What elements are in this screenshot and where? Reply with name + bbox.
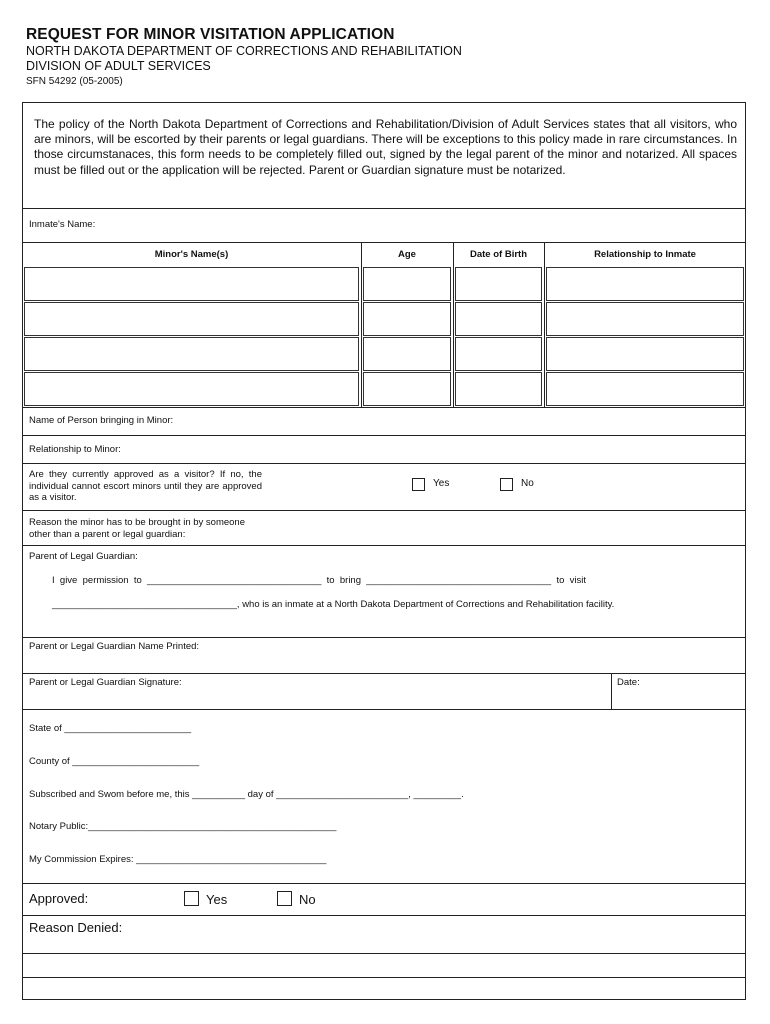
minor-age-field[interactable] [363, 337, 451, 371]
notary-subscribed-field[interactable]: Subscribed and Swom before me, this __________ day of _________________________, _________. [29, 789, 464, 800]
divider [22, 407, 746, 408]
minor-age-field[interactable] [363, 372, 451, 406]
col-header-relationship: Relationship to Inmate [594, 249, 696, 260]
divider [22, 915, 746, 916]
minor-dob-field[interactable] [455, 267, 542, 301]
column-divider [611, 673, 612, 709]
commission-expires-field[interactable]: My Commission Expires: ____________________________________ [29, 854, 327, 865]
policy-text: The policy of the North Dakota Department of Corrections and Rehabilitation/Division of Adult Services states that all visitors, who are minors, will be escorted by their parents or legal guardians. There will be exceptions to this policy made in rare circumstances. In those circumstanaces, this form needs to be completely filled out, signed by the legal parent of the minor and notarized. All spaces must be filled out or the application will be rejected. Parent or Guardian signature must be notarized. [34, 117, 737, 177]
column-divider [361, 242, 362, 407]
guardian-section-label: Parent of Legal Guardian: [29, 551, 138, 562]
approved-yes-label: Yes [433, 478, 450, 489]
minor-dob-field[interactable] [455, 302, 542, 336]
permission-line[interactable]: I give permission to _________________________________ to bring ___________________________________ to visit [52, 575, 587, 586]
col-header-date-of-birth: Date of Birth [470, 249, 527, 260]
column-divider [544, 242, 545, 407]
minor-name-field[interactable] [24, 372, 359, 406]
minor-age-field[interactable] [363, 302, 451, 336]
divider [22, 709, 746, 710]
divider [22, 463, 746, 464]
division-name: DIVISION OF ADULT SERVICES [26, 59, 211, 73]
form-number: SFN 54292 (05-2005) [26, 76, 123, 87]
reason-denied-label: Reason Denied: [29, 920, 123, 935]
notary-state-field[interactable]: State of ________________________ [29, 723, 192, 734]
minor-relationship-field[interactable] [546, 267, 744, 301]
minor-relationship-field[interactable] [546, 372, 744, 406]
divider [22, 208, 746, 209]
divider [22, 510, 746, 511]
person-bringing-label: Name of Person bringing in Minor: [29, 415, 174, 426]
divider [22, 883, 746, 884]
notary-public-field[interactable]: Notary Public:_______________________________________________ [29, 821, 337, 832]
minor-relationship-field[interactable] [546, 337, 744, 371]
guardian-signature-label: Parent or Legal Guardian Signature: [29, 677, 182, 688]
approved-no-label: No [521, 478, 534, 489]
column-divider [453, 242, 454, 407]
department-name: NORTH DAKOTA DEPARTMENT OF CORRECTIONS AND REHABILITATION [26, 44, 462, 58]
relationship-to-minor-label: Relationship to Minor: [29, 444, 121, 455]
divider [22, 435, 746, 436]
office-no-label: No [299, 892, 316, 907]
divider [22, 545, 746, 546]
office-no-checkbox[interactable] [277, 891, 292, 906]
divider [22, 242, 746, 243]
date-label: Date: [617, 677, 640, 688]
office-yes-label: Yes [206, 892, 228, 907]
office-approved-label: Approved: [29, 891, 89, 906]
approved-no-checkbox[interactable] [500, 478, 513, 491]
reason-denied-line[interactable] [22, 953, 746, 954]
minor-name-field[interactable] [24, 337, 359, 371]
approved-yes-checkbox[interactable] [412, 478, 425, 491]
reason-denied-line[interactable] [22, 977, 746, 978]
divider [22, 673, 746, 674]
inmate-name-label: Inmate's Name: [29, 219, 96, 230]
guardian-name-label: Parent or Legal Guardian Name Printed: [29, 641, 200, 652]
minor-age-field[interactable] [363, 267, 451, 301]
notary-county-field[interactable]: County of ________________________ [29, 756, 200, 767]
minor-relationship-field[interactable] [546, 302, 744, 336]
divider [22, 637, 746, 638]
col-header-age: Age [398, 249, 416, 260]
approved-visitor-question: Are they currently approved as a visitor? If no, the individual cannot escort minors until they are approved as a visitor. [29, 469, 262, 503]
minor-name-field[interactable] [24, 267, 359, 301]
form-title: REQUEST FOR MINOR VISITATION APPLICATION [26, 26, 395, 43]
reason-label: Reason the minor has to be brought in by someone other than a parent or legal guardian: [29, 517, 245, 540]
minor-dob-field[interactable] [455, 337, 542, 371]
minor-dob-field[interactable] [455, 372, 542, 406]
minor-name-field[interactable] [24, 302, 359, 336]
col-header-minor-name: Minor's Name(s) [154, 249, 229, 260]
office-yes-checkbox[interactable] [184, 891, 199, 906]
inmate-facility-line[interactable]: ___________________________________, who is an inmate at a North Dakota Department of Corrections and Rehabilitation facility. [52, 599, 615, 610]
